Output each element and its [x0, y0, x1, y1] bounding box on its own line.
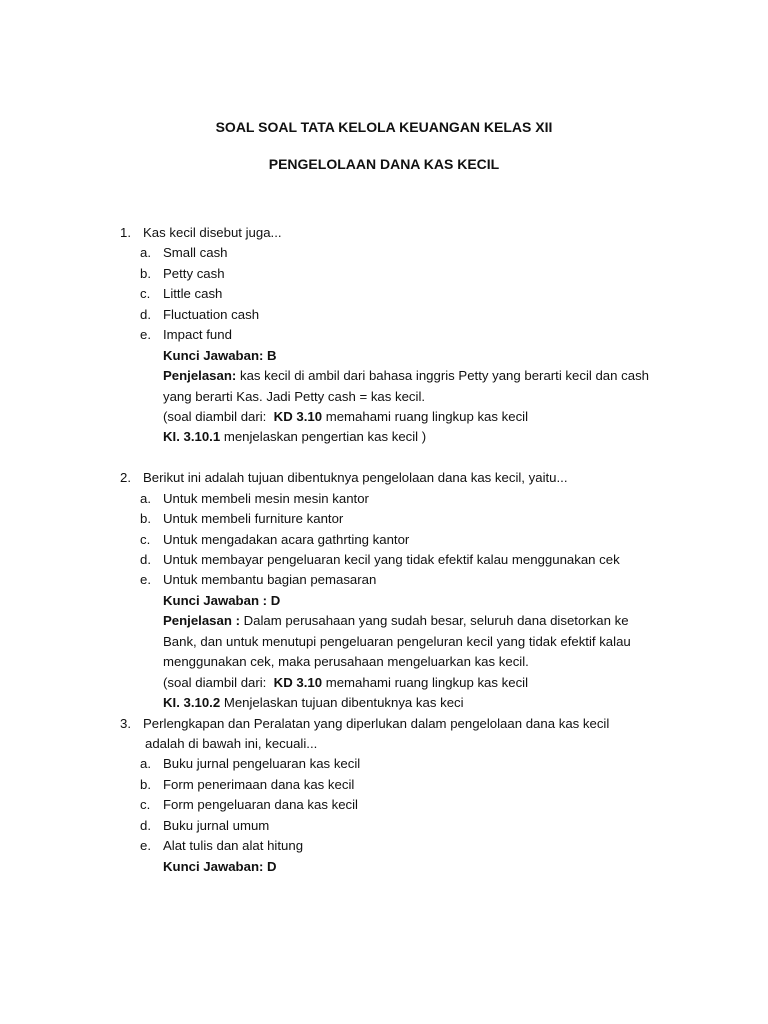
option-text: Untuk membantu bagian pemasaran: [163, 572, 377, 588]
explanation-text: kas kecil di ambil dari bahasa inggris Petty yang berarti kecil dan cash: [236, 368, 649, 384]
option-text: Untuk membeli furniture kantor: [163, 511, 344, 527]
question-text: Kas kecil disebut juga...: [143, 225, 282, 240]
option: [0, 264, 768, 284]
option: [0, 489, 768, 509]
ki-code: KI. 3.10.1: [163, 429, 221, 445]
question-text-continued: adalah di bawah ini, kecuali...: [145, 735, 318, 751]
option-text: Fluctuation cash: [163, 306, 260, 322]
option: [0, 509, 768, 529]
option: [0, 530, 768, 550]
question-list: [0, 223, 768, 877]
question-3: [0, 714, 768, 878]
explanation-text: yang berarti Kas. Jadi Petty cash = kas kecil.: [163, 388, 426, 404]
option-text: Alat tulis dan alat hitung: [163, 838, 304, 854]
kd-text: memahami ruang lingkup kas kecil: [322, 408, 529, 424]
option-letter: c.: [140, 531, 151, 547]
explanation: [163, 611, 629, 631]
option: [0, 570, 768, 590]
option-text: Untuk membayar pengeluaran kecil yang tidak efektif kalau menggunakan cek: [163, 552, 620, 567]
option-letter: c.: [140, 797, 151, 813]
option: [0, 795, 768, 815]
option-letter: d.: [140, 817, 151, 833]
answer-key: Kunci Jawaban : D: [163, 592, 281, 608]
option: [0, 550, 768, 570]
option-text: Buku jurnal umum: [163, 817, 270, 833]
option-letter: b.: [140, 511, 151, 527]
ki-text: Menjelaskan tujuan dibentuknya kas keci: [220, 695, 464, 711]
option-text: Form pengeluaran dana kas kecil: [163, 797, 358, 813]
answer-key: Kunci Jawaban: B: [163, 347, 277, 363]
option-text: Untuk mengadakan acara gathrting kantor: [163, 531, 410, 547]
ki-text: menjelaskan pengertian kas kecil ): [220, 429, 427, 445]
option: [0, 325, 768, 345]
explanation-label: Penjelasan:: [163, 368, 237, 384]
question-number: 1.: [120, 225, 131, 240]
explanation-text: menggunakan cek, maka perusahaan mengeluarkan kas kecil.: [163, 654, 529, 670]
option: [0, 284, 768, 304]
source-kd: [163, 673, 528, 693]
option-letter: a.: [140, 490, 151, 506]
option: [0, 836, 768, 856]
question-1: [0, 223, 768, 448]
option-letter: a.: [140, 756, 151, 772]
document-title: SOAL SOAL TATA KELOLA KEUANGAN KELAS XII: [215, 119, 553, 135]
explanation: [163, 366, 649, 386]
kd-text: memahami ruang lingkup kas kecil: [322, 674, 529, 690]
kd-code: KD 3.10: [273, 408, 323, 424]
source-prefix: (soal diambil dari:: [163, 674, 274, 690]
question-text: Berikut ini adalah tujuan dibentuknya pengelolaan dana kas kecil, yaitu...: [143, 470, 568, 486]
option-letter: e.: [140, 838, 151, 854]
source-ki: [163, 693, 464, 713]
option: [0, 305, 768, 325]
source-ki: [163, 427, 426, 447]
option: [0, 243, 768, 263]
explanation-label: Penjelasan :: [163, 613, 240, 629]
option-text: Impact fund: [163, 327, 232, 343]
option: [0, 816, 768, 836]
option-letter: a.: [140, 245, 151, 261]
question-text: Perlengkapan dan Peralatan yang diperlukan dalam pengelolaan dana kas kecil: [143, 715, 610, 731]
question-2: [0, 468, 768, 713]
option-letter: e.: [140, 572, 151, 588]
option-text: Untuk membeli mesin mesin kantor: [163, 490, 369, 506]
option: [0, 775, 768, 795]
question-number: 3.: [120, 715, 131, 731]
source-kd: [163, 407, 528, 427]
option: [0, 754, 768, 774]
option-text: Petty cash: [163, 265, 225, 281]
question-number: 2.: [120, 470, 131, 486]
option-text: Buku jurnal pengeluaran kas kecil: [163, 756, 361, 772]
ki-code: KI. 3.10.2: [163, 695, 221, 711]
option-letter: b.: [140, 265, 151, 281]
option-letter: d.: [140, 552, 151, 567]
option-text: Form penerimaan dana kas kecil: [163, 776, 355, 792]
explanation-text: Bank, dan untuk menutupi pengeluaran pengeluran kecil yang tidak efektif kalau: [163, 633, 631, 649]
option-letter: b.: [140, 776, 151, 792]
option-letter: e.: [140, 327, 151, 343]
explanation-text: Dalam perusahaan yang sudah besar, seluruh dana disetorkan ke: [239, 613, 629, 629]
source-prefix: (soal diambil dari:: [163, 408, 274, 424]
option-letter: c.: [140, 286, 151, 302]
option-text: Little cash: [163, 286, 223, 302]
answer-key: Kunci Jawaban: D: [163, 858, 277, 874]
document-subtitle: PENGELOLAAN DANA KAS KECIL: [268, 156, 500, 172]
option-text: Small cash: [163, 245, 228, 261]
option-letter: d.: [140, 306, 151, 322]
kd-code: KD 3.10: [273, 674, 323, 690]
